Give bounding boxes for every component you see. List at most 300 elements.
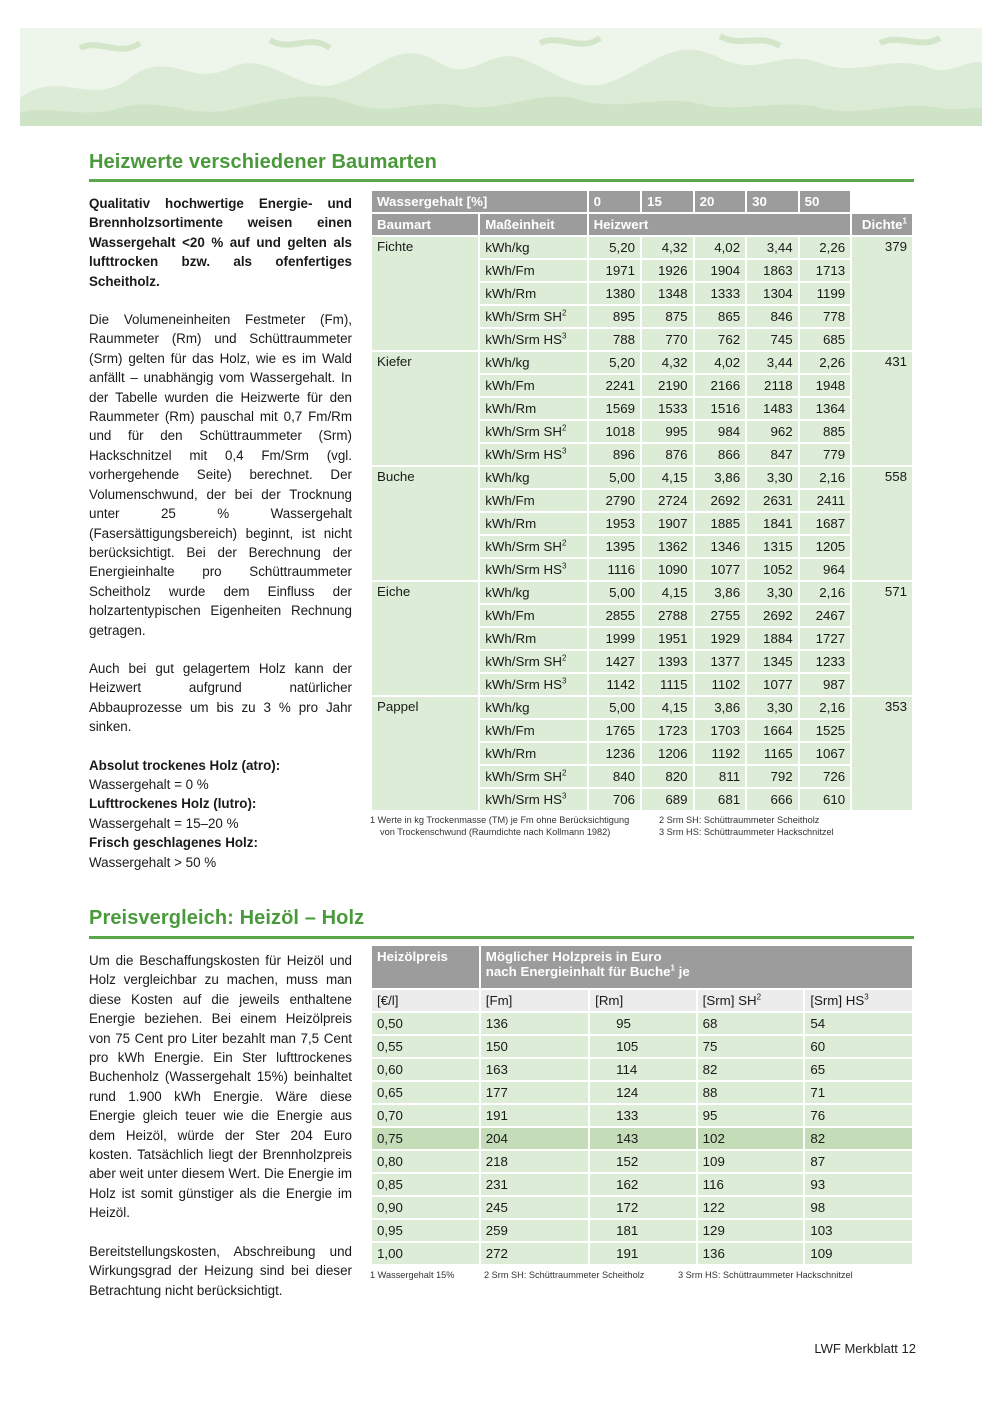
oil-price-cell: 0,95: [372, 1220, 479, 1241]
heat-value-cell: 3,44: [747, 237, 798, 258]
wood-price-header: [481, 946, 912, 988]
unit-text: kWh/Rm: [485, 631, 537, 646]
wood-price-header-text: nach Energieinhalt für Buche: [485, 964, 671, 979]
heat-value-cell: 1345: [747, 651, 798, 672]
heat-value-cell: 1393: [642, 651, 693, 672]
wood-price-header-line: Möglicher Holzpreis in Euro: [485, 949, 662, 964]
heat-value-cell: 4,32: [642, 237, 693, 258]
unit-text: kWh/Srm HS: [485, 562, 563, 577]
unit-text: kWh/Srm SH: [485, 424, 563, 439]
section-title-heizwerte: Heizwerte verschiedener Baumarten: [89, 151, 437, 173]
wood-price-header-line: [486, 964, 907, 979]
heat-value-cell: 778: [800, 306, 851, 327]
heat-value-cell: 1395: [589, 536, 640, 557]
unit-cell: [480, 605, 586, 626]
heat-value-cell: 1192: [695, 743, 746, 764]
title-rule: [89, 936, 914, 939]
wood-price-cell: 54: [805, 1013, 912, 1034]
heat-value-cell: 866: [695, 444, 746, 465]
wood-price-cell: 102: [698, 1128, 804, 1149]
heat-value-cell: 1971: [589, 260, 640, 281]
heat-value-cell: 2,16: [800, 467, 851, 488]
heat-value-cell: 1765: [589, 720, 640, 741]
density-cell: 571: [852, 582, 912, 695]
heat-value-cell: 1951: [642, 628, 693, 649]
wood-price-cell: 204: [481, 1128, 588, 1149]
wood-price-cell: 88: [698, 1082, 804, 1103]
definition-value: Wassergehalt > 50 %: [89, 854, 217, 870]
heat-value-cell: 685: [800, 329, 851, 350]
unit-cell: [480, 766, 586, 787]
heat-value-cell: 1863: [747, 260, 798, 281]
unit-cell: [480, 237, 586, 258]
wood-price-cell: 191: [481, 1105, 588, 1126]
table2-footnote-3: 3 Srm HS: Schüttraummeter Hackschnitzel: [678, 1270, 853, 1280]
heat-value-cell: 1948: [800, 375, 851, 396]
heat-value-cell: 1077: [695, 559, 746, 580]
heat-value-cell: 2790: [589, 490, 640, 511]
heat-value-cell: 3,86: [695, 467, 746, 488]
heat-value-cell: 1199: [800, 283, 851, 304]
footnote-marker: 3: [562, 676, 567, 686]
wood-price-cell: 103: [805, 1220, 912, 1241]
unit-text: kWh/Fm: [485, 493, 535, 508]
heat-value-header: Heizwert: [589, 214, 851, 235]
header-banner: [20, 28, 982, 126]
unit-text: kWh/Srm HS: [485, 792, 563, 807]
heat-value-cell: 896: [589, 444, 640, 465]
definition-value: Wassergehalt = 0 %: [89, 776, 209, 792]
heat-value-cell: 840: [589, 766, 640, 787]
water-content-header-row: [372, 191, 912, 212]
oil-price-cell: 0,80: [372, 1151, 479, 1172]
heat-value-cell: 962: [747, 421, 798, 442]
price-row: [372, 1013, 912, 1034]
heat-value-cell: 1713: [800, 260, 851, 281]
heat-value-cell: 610: [800, 789, 851, 810]
water-level-header: 0: [589, 191, 640, 212]
unit-text: kWh/Rm: [485, 401, 537, 416]
heat-value-cell: 681: [695, 789, 746, 810]
page-footer: LWF Merkblatt 12: [814, 1341, 916, 1356]
heat-value-cell: 4,02: [695, 352, 746, 373]
unit-cell: [480, 582, 586, 603]
unit-header: [805, 990, 912, 1011]
wood-price-cell: 109: [698, 1151, 804, 1172]
heat-value-cell: 875: [642, 306, 693, 327]
heat-value-cell: 1569: [589, 398, 640, 419]
unit-cell: [480, 720, 586, 741]
unit-cell: [480, 444, 586, 465]
unit-header: [698, 990, 804, 1011]
heat-value-cell: 3,30: [747, 697, 798, 718]
footnote-marker: 3: [562, 561, 567, 571]
heat-value-cell: 1315: [747, 536, 798, 557]
heat-value-cell: 1885: [695, 513, 746, 534]
wood-price-cell: 95: [590, 1013, 696, 1034]
heat-value-cell: 1052: [747, 559, 798, 580]
unit-cell: [480, 329, 586, 350]
unit-text: kWh/Fm: [485, 263, 535, 278]
price-row: [372, 1128, 912, 1149]
definition-value: Wassergehalt = 15–20 %: [89, 815, 239, 831]
heat-value-cell: 4,15: [642, 582, 693, 603]
wood-price-cell: 68: [698, 1013, 804, 1034]
oil-price-cell: 0,55: [372, 1036, 479, 1057]
heat-value-cell: 1116: [589, 559, 640, 580]
species-header: Baumart: [372, 214, 478, 235]
oil-price-cell: 0,75: [372, 1128, 479, 1149]
heat-value-cell: 1380: [589, 283, 640, 304]
price-row: [372, 1105, 912, 1126]
unit-text: kWh/Fm: [485, 723, 535, 738]
price-paragraph: Um die Beschaffungskosten für Heizöl und Holz vergleichbar zu machen, muss man diese Kosten auf die jeweils enthaltene Energie beziehen. Bei einem Heizölpreis von 75 Cent pro Liter bezahlt man 7,5 Cent pro kWh Energie. Ein Ster lufttrockenes Buchenholz (Wassergehalt 15%) beinhaltet rund 1.900 kWh Energie. Wäre diese Energie gleich teuer wie die Energie aus dem Heizöl, würde der Ster 204 Euro kosten. Tatsächlich liegt der Brennholzpreis aber weit unter diesem Wert. Die Energie im Holz ist somit günstiger als die Energie im Heizöl.: [89, 953, 352, 1221]
heat-value-cell: 2190: [642, 375, 693, 396]
density-cell: 558: [852, 467, 912, 580]
unit-text: kWh/Rm: [485, 516, 537, 531]
wood-price-cell: 76: [805, 1105, 912, 1126]
heat-value-cell: 1233: [800, 651, 851, 672]
footnote-text: 3 Srm HS: Schüttraummeter Hackschnitzel: [659, 827, 834, 837]
oil-price-cell: 0,60: [372, 1059, 479, 1080]
heat-value-cell: 1727: [800, 628, 851, 649]
heat-value-cell: 3,86: [695, 697, 746, 718]
wood-price-cell: 136: [698, 1243, 804, 1264]
unit-cell: [480, 352, 586, 373]
heat-value-cell: 689: [642, 789, 693, 810]
definition-term: Frisch geschlagenes Holz:: [89, 835, 258, 851]
heat-value-cell: 1687: [800, 513, 851, 534]
unit-cell: [480, 260, 586, 281]
density-header: [852, 214, 912, 235]
oil-price-cell: 0,50: [372, 1013, 479, 1034]
heat-value-cell: 2,26: [800, 352, 851, 373]
heat-value-cell: 1723: [642, 720, 693, 741]
wood-price-cell: 162: [590, 1174, 696, 1195]
wood-price-cell: 218: [481, 1151, 588, 1172]
density-cell: 353: [852, 697, 912, 810]
unit-text: kWh/Srm HS: [485, 677, 563, 692]
unit-header: [372, 990, 479, 1011]
species-cell: Kiefer: [372, 352, 478, 465]
footnote-marker: 1: [670, 963, 675, 973]
heat-value-cell: 4,15: [642, 697, 693, 718]
heat-value-cell: 1525: [800, 720, 851, 741]
heat-value-cell: 1348: [642, 283, 693, 304]
heat-value-cell: 820: [642, 766, 693, 787]
footnote-text: 2 Srm SH: Schüttraummeter Scheitholz: [659, 815, 820, 825]
heat-value-cell: 2855: [589, 605, 640, 626]
heat-value-cell: 2692: [695, 490, 746, 511]
wood-price-cell: 95: [698, 1105, 804, 1126]
species-cell: Buche: [372, 467, 478, 580]
unit-cell: [480, 789, 586, 810]
price-row: [372, 1243, 912, 1264]
wood-price-cell: 136: [481, 1013, 588, 1034]
unit-text: kWh/Srm SH: [485, 654, 563, 669]
heat-value-cell: 2467: [800, 605, 851, 626]
heat-value-cell: 1664: [747, 720, 798, 741]
heat-value-cell: 3,30: [747, 467, 798, 488]
heat-value-cell: 2724: [642, 490, 693, 511]
section-title-preisvergleich: Preisvergleich: Heizöl – Holz: [89, 907, 365, 929]
water-level-header: 15: [642, 191, 693, 212]
heat-value-cell: 1067: [800, 743, 851, 764]
oil-price-cell: 0,90: [372, 1197, 479, 1218]
unit-text: kWh/Srm HS: [485, 332, 563, 347]
definition-term: Lufttrockenes Holz (lutro):: [89, 796, 257, 812]
heat-value-cell: 4,02: [695, 237, 746, 258]
unit-text: kWh/Rm: [485, 286, 537, 301]
heat-value-cell: 865: [695, 306, 746, 327]
wood-price-cell: 124: [590, 1082, 696, 1103]
heat-value-cell: 2166: [695, 375, 746, 396]
heat-value-cell: 1077: [747, 674, 798, 695]
unit-cell: [480, 536, 586, 557]
heat-value-cell: 706: [589, 789, 640, 810]
unit-text: kWh/Srm SH: [485, 539, 563, 554]
unit-header: [481, 990, 588, 1011]
water-level-header: 50: [800, 191, 851, 212]
heizwert-row: [372, 352, 912, 373]
unit-text: kWh/kg: [485, 700, 530, 715]
wood-price-cell: 60: [805, 1036, 912, 1057]
wood-price-header-text: je: [674, 964, 690, 979]
heat-value-cell: 2755: [695, 605, 746, 626]
heat-value-cell: 5,20: [589, 352, 640, 373]
density-cell: 379: [852, 237, 912, 350]
unit-cell: [480, 697, 586, 718]
oil-price-cell: 0,70: [372, 1105, 479, 1126]
footnote-text: 1 Werte in kg Trockenmasse (TM) je Fm ohne Berücksichtigung: [370, 815, 630, 825]
column-header-row: [372, 214, 912, 235]
unit-text: kWh/Fm: [485, 378, 535, 393]
heat-value-cell: 4,32: [642, 352, 693, 373]
oil-price-cell: 0,65: [372, 1082, 479, 1103]
heat-value-cell: 876: [642, 444, 693, 465]
price-table-header-row: [372, 946, 912, 988]
oil-price-cell: 1,00: [372, 1243, 479, 1264]
heat-value-cell: 1018: [589, 421, 640, 442]
lead-paragraph: Qualitativ hochwertige Energie- und Brennholzsortimente weisen einen Wassergehalt <20 % auf und gelten als lufttrocken bzw. als ofenfertiges Scheitholz.: [89, 196, 352, 289]
heizwert-row: [372, 697, 912, 718]
wood-price-cell: 65: [805, 1059, 912, 1080]
unit-cell: [480, 743, 586, 764]
heat-value-cell: 2,16: [800, 582, 851, 603]
wood-price-cell: 143: [590, 1128, 696, 1149]
volume-units-paragraph: Die Volumeneinheiten Festmeter (Fm), Raummeter (Rm) und Schüttraummeter (Srm) gelten für das Holz, wie es im Wald anfällt – unabhängig vom Wassergehalt. In der Tabelle wurden die Heizwerte für den Raummeter (Rm) pauschal mit 0,7 Fm/Rm und für den Schüttraummeter (Srm) Hackschnitzel mit 0,4 Fm/Srm (vgl. vorhergehende Seite) berechnet. Der Volumenschwund, der bei der Trocknung unter 25 % Wassergehalt (Fasersättigungsbereich) beginnt, ist nicht berücksichtigt. Bei der Berechnung der Energieinhalte pro Schüttraummeter Scheitholz wurde dem Einfluss der holzartentypischen Eigenheiten Rechnung getragen.: [89, 312, 352, 638]
wood-price-cell: 177: [481, 1082, 588, 1103]
unit-cell: [480, 283, 586, 304]
water-content-header: Wassergehalt [%]: [372, 191, 587, 212]
unit-cell: [480, 651, 586, 672]
heat-value-cell: 885: [800, 421, 851, 442]
price-row: [372, 1197, 912, 1218]
heat-value-cell: 1427: [589, 651, 640, 672]
costs-paragraph: Bereitstellungskosten, Abschreibung und Wirkungsgrad der Heizung sind bei dieser Betrachtung nicht berücksichtigt.: [89, 1243, 352, 1298]
wood-price-cell: 114: [590, 1059, 696, 1080]
heizwert-row: [372, 467, 912, 488]
unit-cell: [480, 513, 586, 534]
heat-value-cell: 1953: [589, 513, 640, 534]
heat-value-cell: 1377: [695, 651, 746, 672]
heat-value-cell: 1999: [589, 628, 640, 649]
unit-cell: [480, 628, 586, 649]
price-table: [370, 944, 914, 1266]
heat-value-cell: 1907: [642, 513, 693, 534]
heat-value-cell: 1516: [695, 398, 746, 419]
price-table-unit-row: [372, 990, 912, 1011]
wood-price-cell: 181: [590, 1220, 696, 1241]
price-row: [372, 1082, 912, 1103]
wood-price-cell: 133: [590, 1105, 696, 1126]
wood-price-cell: 105: [590, 1036, 696, 1057]
wood-price-cell: 150: [481, 1036, 588, 1057]
heizwerte-table: [370, 189, 914, 812]
title-rule: [89, 179, 914, 182]
heat-value-cell: 1205: [800, 536, 851, 557]
heat-value-cell: 1364: [800, 398, 851, 419]
wood-price-cell: 191: [590, 1243, 696, 1264]
footnote-marker: 3: [562, 791, 567, 801]
heat-value-cell: 1483: [747, 398, 798, 419]
density-header-label: Dichte: [861, 217, 903, 232]
footnote-marker: 2: [562, 538, 567, 548]
price-table-body: [372, 1013, 912, 1264]
definition-term: Absolut trockenes Holz (atro):: [89, 757, 281, 773]
heat-value-cell: 2,26: [800, 237, 851, 258]
price-row: [372, 1036, 912, 1057]
heizwert-row: [372, 582, 912, 603]
unit-cell: [480, 467, 586, 488]
unit-text: kWh/Srm SH: [485, 769, 563, 784]
heat-value-cell: 2118: [747, 375, 798, 396]
heat-value-cell: 3,86: [695, 582, 746, 603]
unit-cell: [480, 398, 586, 419]
heat-value-cell: 895: [589, 306, 640, 327]
heat-value-cell: 846: [747, 306, 798, 327]
table2-footnote-1: 1 Wassergehalt 15%: [370, 1270, 455, 1280]
unit-header-text: [Rm]: [595, 993, 624, 1008]
footnote-marker: 3: [562, 331, 567, 341]
unit-cell: [480, 674, 586, 695]
unit-header-text: [Srm] HS: [810, 993, 865, 1008]
heat-value-cell: 5,00: [589, 467, 640, 488]
heat-value-cell: 2411: [800, 490, 851, 511]
unit-text: kWh/kg: [485, 470, 530, 485]
table2-footnote-2: 2 Srm SH: Schüttraummeter Scheitholz: [484, 1270, 645, 1280]
footnote-marker: 2: [562, 653, 567, 663]
unit-cell: [480, 375, 586, 396]
heat-value-cell: 1236: [589, 743, 640, 764]
unit-text: kWh/kg: [485, 240, 530, 255]
heat-value-cell: 2631: [747, 490, 798, 511]
wood-price-cell: 231: [481, 1174, 588, 1195]
forest-banner-graphic: [20, 28, 982, 126]
unit-text: kWh/Rm: [485, 746, 537, 761]
heat-value-cell: 1165: [747, 743, 798, 764]
density-cell: 431: [852, 352, 912, 465]
footnote-marker: 2: [562, 308, 567, 318]
footnote-marker: 2: [562, 423, 567, 433]
price-row: [372, 1174, 912, 1195]
footnote-marker: 3: [864, 992, 869, 1002]
species-cell: Eiche: [372, 582, 478, 695]
heat-value-cell: 762: [695, 329, 746, 350]
preisvergleich-text: [89, 951, 352, 1319]
heat-value-cell: 1090: [642, 559, 693, 580]
heat-value-cell: 666: [747, 789, 798, 810]
heat-value-cell: 745: [747, 329, 798, 350]
heat-value-cell: 1926: [642, 260, 693, 281]
wood-price-cell: 272: [481, 1243, 588, 1264]
unit-header: [590, 990, 696, 1011]
wood-price-cell: 122: [698, 1197, 804, 1218]
heizwerte-table-body: [372, 237, 912, 810]
heat-value-cell: 2,16: [800, 697, 851, 718]
heat-value-cell: 1206: [642, 743, 693, 764]
unit-header-text: [€/l]: [377, 993, 399, 1008]
wood-price-cell: 82: [805, 1128, 912, 1149]
heat-value-cell: 4,15: [642, 467, 693, 488]
oil-price-header: Heizölpreis: [372, 946, 479, 988]
heat-value-cell: 2788: [642, 605, 693, 626]
species-cell: Fichte: [372, 237, 478, 350]
heat-value-cell: 3,44: [747, 352, 798, 373]
wood-price-cell: 82: [698, 1059, 804, 1080]
heat-value-cell: 779: [800, 444, 851, 465]
heat-value-cell: 1929: [695, 628, 746, 649]
footnote-marker: 2: [756, 992, 762, 1002]
empty-header-cell: [852, 191, 912, 212]
species-cell: Pappel: [372, 697, 478, 810]
wood-price-cell: 163: [481, 1059, 588, 1080]
wood-price-cell: 109: [805, 1243, 912, 1264]
heat-value-cell: 847: [747, 444, 798, 465]
heat-value-cell: 726: [800, 766, 851, 787]
heat-value-cell: 1841: [747, 513, 798, 534]
footnote-marker: 1: [902, 216, 907, 226]
unit-text: kWh/kg: [485, 585, 530, 600]
definitions: [89, 756, 352, 872]
heat-value-cell: 984: [695, 421, 746, 442]
wood-price-cell: 87: [805, 1151, 912, 1172]
heat-value-cell: 5,00: [589, 582, 640, 603]
heat-value-cell: 792: [747, 766, 798, 787]
wood-price-cell: 93: [805, 1174, 912, 1195]
unit-cell: [480, 306, 586, 327]
wood-price-cell: 172: [590, 1197, 696, 1218]
wood-price-cell: 98: [805, 1197, 912, 1218]
heat-value-cell: 964: [800, 559, 851, 580]
heat-value-cell: 3,30: [747, 582, 798, 603]
heizwerte-text: [89, 194, 352, 872]
heat-value-cell: 2241: [589, 375, 640, 396]
wood-price-cell: 71: [805, 1082, 912, 1103]
heat-value-cell: 1703: [695, 720, 746, 741]
water-level-header: 30: [747, 191, 798, 212]
heat-value-cell: 987: [800, 674, 851, 695]
unit-text: kWh/Srm HS: [485, 447, 563, 462]
price-row: [372, 1220, 912, 1241]
footnote-text: von Trockenschwund (Raumdichte nach Kollmann 1982): [380, 827, 611, 837]
heat-value-cell: 1904: [695, 260, 746, 281]
price-row: [372, 1059, 912, 1080]
wood-price-cell: 152: [590, 1151, 696, 1172]
unit-header-text: [Fm]: [485, 993, 513, 1008]
heat-value-cell: 1362: [642, 536, 693, 557]
heat-value-cell: 788: [589, 329, 640, 350]
